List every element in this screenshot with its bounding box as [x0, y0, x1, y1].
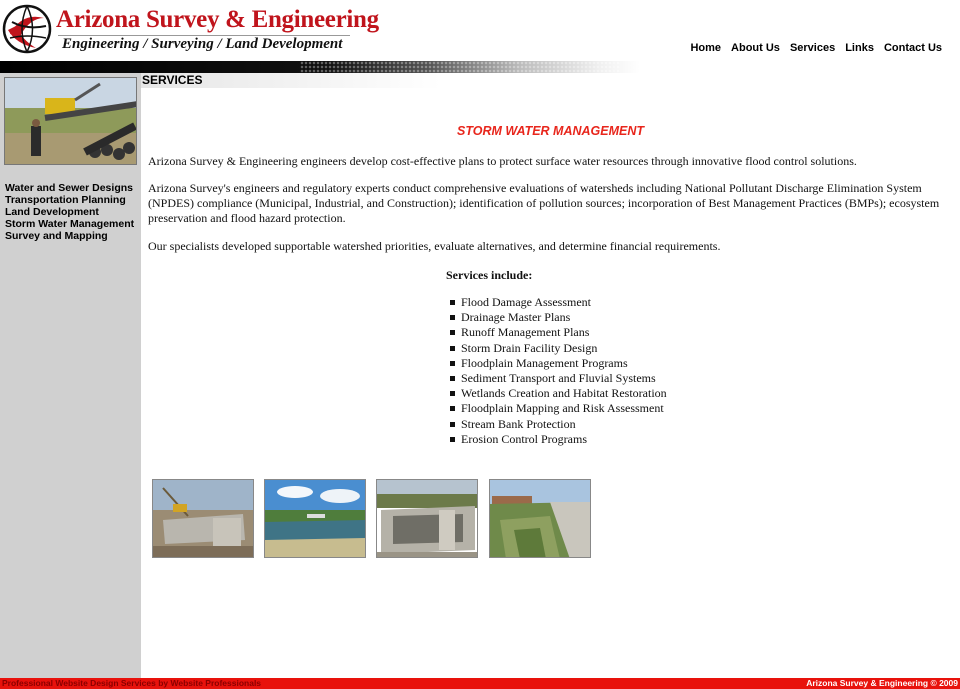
evaluation-paragraph: Arizona Survey's engineers and regulatory experts conduct comprehensive evaluations of watersheds including National Pollutant Discharge Elimination System (NPDES) compliance (Municipal, Industrial, and Construction); identification of pollution sources; incorporation of Best Management Practices (BMPs); ecosystem preservation and flood hazard protection.: [148, 181, 940, 225]
site-header: [0, 0, 960, 61]
services-list-title: Services include:: [446, 268, 533, 282]
sidebar-item-survey-mapping[interactable]: Survey and Mapping: [5, 230, 108, 242]
sidebar: [0, 73, 141, 678]
footer-copyright: Arizona Survey & Engineering © 2009: [806, 678, 958, 688]
thumbnail-bridge-construction[interactable]: [152, 479, 254, 558]
list-item: Erosion Control Programs: [446, 432, 667, 447]
sidebar-pipeline-photo: [4, 77, 137, 165]
page-heading: STORM WATER MANAGEMENT: [456, 124, 645, 138]
list-item: Wetlands Creation and Habitat Restoration: [446, 386, 667, 401]
sidebar-item-water-sewer[interactable]: Water and Sewer Designs: [5, 182, 133, 194]
thumbnail-concrete-basin[interactable]: [376, 479, 478, 558]
footer-credit-link[interactable]: Professional Website Design Services by Website Professionals: [2, 678, 262, 688]
nav-contact-link[interactable]: Contact Us: [883, 42, 942, 54]
section-title: SERVICES: [142, 73, 203, 87]
top-navigation: [690, 42, 942, 54]
nav-home-link[interactable]: Home: [690, 42, 722, 54]
list-item: Flood Damage Assessment: [446, 295, 667, 310]
nav-about-link[interactable]: About Us: [731, 42, 780, 54]
section-header: [141, 73, 441, 88]
list-item: Runoff Management Plans: [446, 325, 667, 340]
sidebar-item-transportation[interactable]: Transportation Planning: [5, 194, 126, 206]
brand-name: Arizona Survey & Engineering: [56, 6, 379, 33]
site-footer: [0, 678, 960, 689]
nav-links-link[interactable]: Links: [845, 42, 874, 54]
sidebar-item-storm-water[interactable]: Storm Water Management: [5, 218, 135, 230]
globe-logo-icon[interactable]: [2, 4, 52, 54]
list-item: Sediment Transport and Fluvial Systems: [446, 371, 667, 386]
sidebar-item-land-development[interactable]: Land Development: [5, 206, 99, 218]
nav-services-link[interactable]: Services: [789, 42, 836, 54]
header-divider-pattern: [300, 61, 620, 73]
sidebar-navigation: [5, 182, 134, 242]
list-item: Stream Bank Protection: [446, 417, 667, 432]
list-item: Floodplain Management Programs: [446, 356, 667, 371]
thumbnail-wetland-channel[interactable]: [489, 479, 591, 558]
thumbnail-channel-water[interactable]: [264, 479, 366, 558]
list-item: Floodplain Mapping and Risk Assessment: [446, 401, 667, 416]
list-item: Storm Drain Facility Design: [446, 341, 667, 356]
specialists-paragraph: Our specialists developed supportable watershed priorities, evaluate alternatives, and determine financial requirements.: [148, 239, 721, 253]
brand-tagline: Engineering / Surveying / Land Development: [62, 36, 343, 52]
services-list: [446, 295, 667, 447]
intro-paragraph: Arizona Survey & Engineering engineers develop cost-effective plans to protect surface water resources through innovative flood control solutions.: [148, 154, 857, 168]
list-item: Drainage Master Plans: [446, 310, 667, 325]
